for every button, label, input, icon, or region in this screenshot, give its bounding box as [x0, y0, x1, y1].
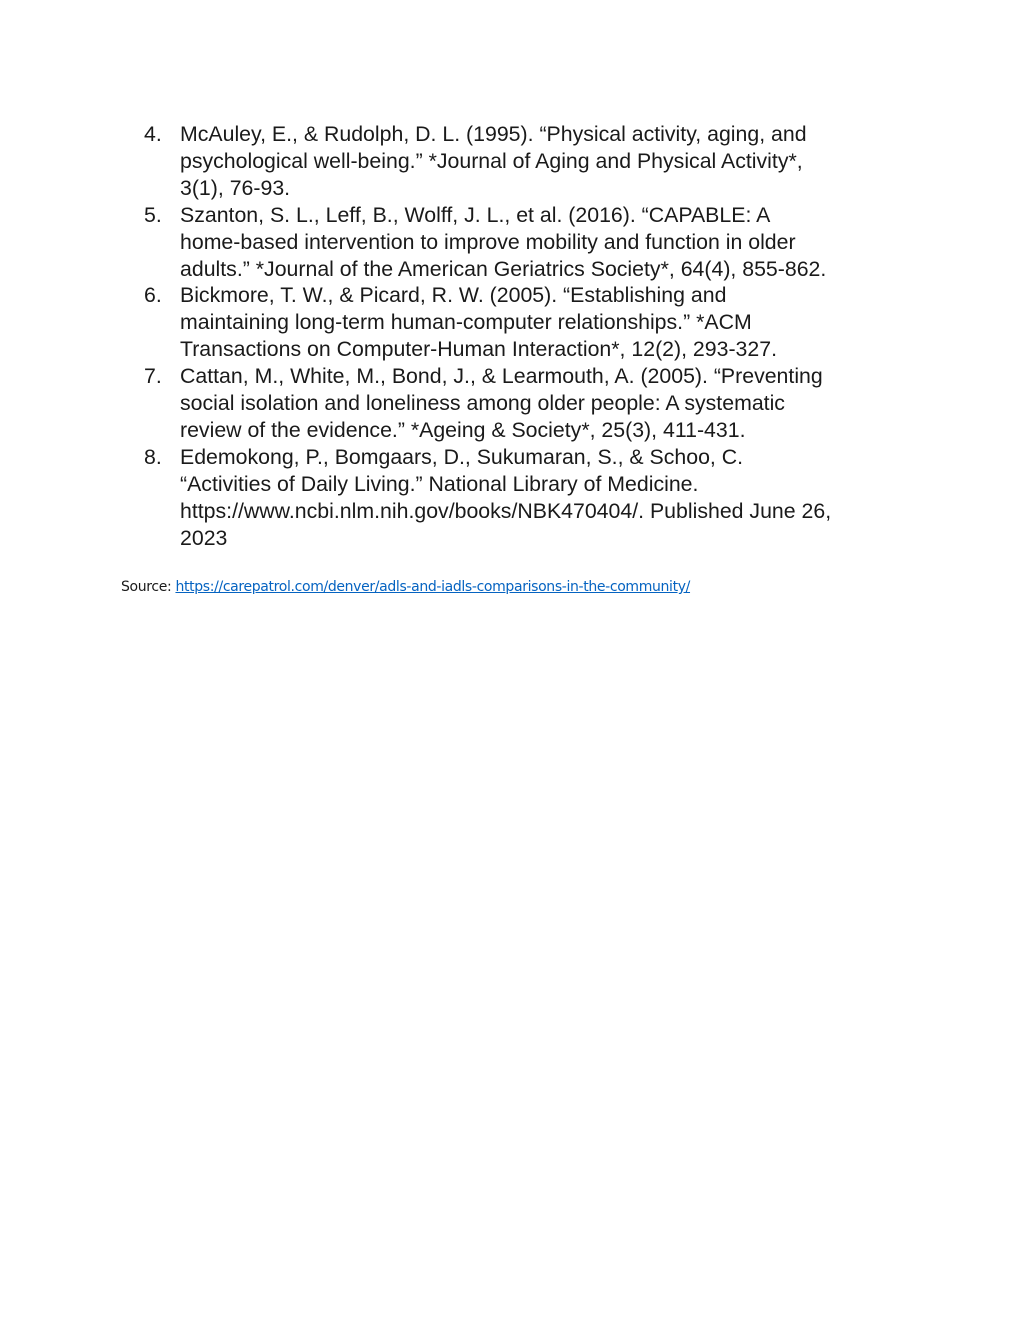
reference-text [180, 282, 914, 363]
reference-line: social isolation and loneliness among older people: A systematic [180, 391, 785, 416]
reference-line: Cattan, M., White, M., Bond, J., & Learmouth, A. (2005). “Preventing [180, 364, 823, 389]
reference-text [180, 121, 914, 202]
reference-text [180, 363, 914, 444]
reference-line: Edemokong, P., Bomgaars, D., Sukumaran, S., & Schoo, C. [180, 444, 744, 469]
source-link[interactable]: https://carepatrol.com/denver/adls-and-iadls-comparisons-in-the-community/ [175, 579, 691, 595]
reference-line: psychological well-being.” *Journal of Aging and Physical Activity*, [180, 148, 803, 173]
reference-item [144, 202, 914, 283]
source-label: Source: [121, 579, 176, 595]
reference-item [144, 121, 914, 202]
reference-item [144, 282, 914, 363]
reference-line: adults.” *Journal of the American Geriatrics Society*, 64(4), 855-862. [180, 256, 827, 281]
reference-line: Bickmore, T. W., & Picard, R. W. (2005). “Establishing and [180, 283, 727, 308]
reference-line: 3(1), 76-93. [180, 175, 291, 200]
reference-number: 7. [144, 364, 162, 389]
reference-line: Transactions on Computer-Human Interaction*, 12(2), 293-327. [180, 337, 778, 362]
reference-line: https://www.ncbi.nlm.nih.gov/books/NBK470404/. Published June 26, [180, 498, 832, 523]
reference-text [180, 444, 914, 552]
reference-line: McAuley, E., & Rudolph, D. L. (1995). “Physical activity, aging, and [180, 122, 807, 146]
reference-text [180, 202, 914, 283]
reference-line: review of the evidence.” *Ageing & Society*, 25(3), 411-431. [180, 417, 746, 442]
reference-list [144, 121, 914, 552]
reference-item [144, 444, 914, 552]
reference-number: 4. [144, 122, 162, 146]
reference-line: 2023 [180, 525, 228, 550]
reference-number: 8. [144, 444, 162, 469]
reference-line: maintaining long-term human-computer relationships.” *ACM [180, 310, 752, 335]
reference-number: 5. [144, 202, 162, 227]
reference-line: “Activities of Daily Living.” National Library of Medicine. [180, 471, 699, 496]
source-line [121, 577, 690, 597]
reference-item [144, 363, 914, 444]
reference-line: Szanton, S. L., Leff, B., Wolff, J. L., et al. (2016). “CAPABLE: A [180, 202, 771, 227]
reference-line: home-based intervention to improve mobility and function in older [180, 229, 796, 254]
reference-number: 6. [144, 283, 162, 308]
